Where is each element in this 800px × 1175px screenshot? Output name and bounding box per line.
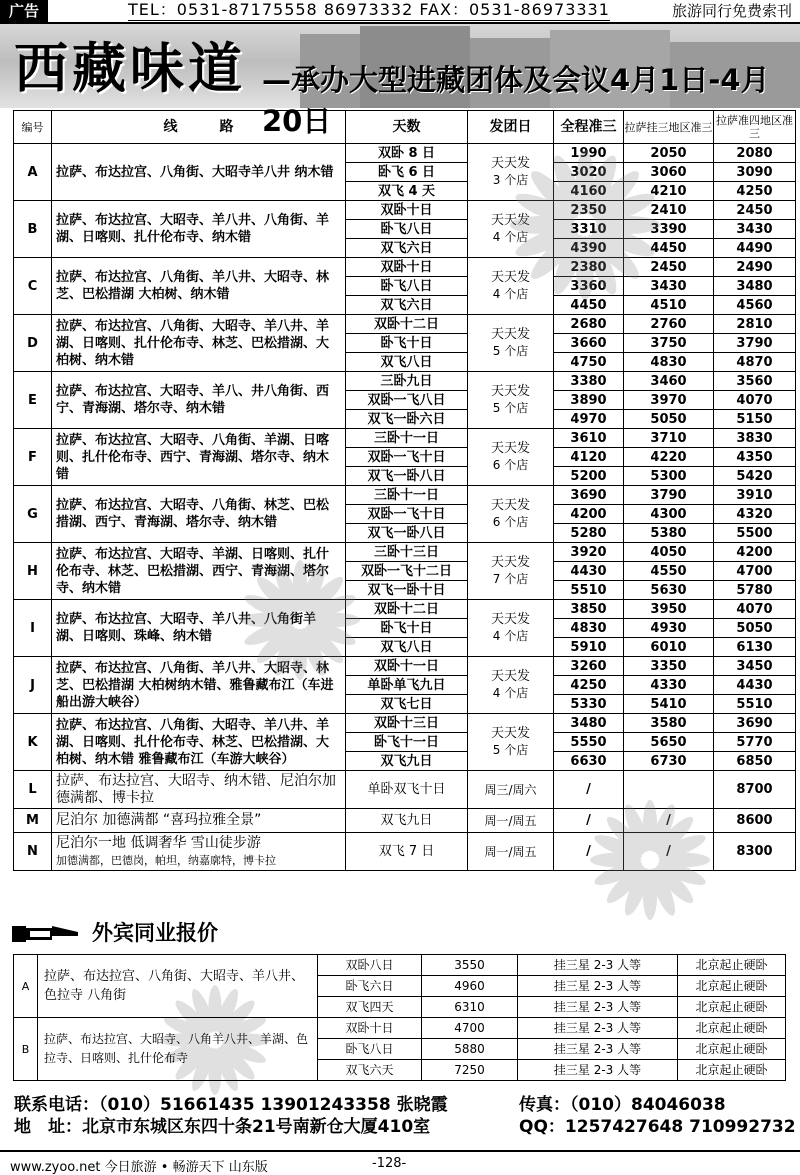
days-cell: 双卧十三日 xyxy=(346,714,468,733)
table-row xyxy=(14,809,796,833)
price-cell: 3970 xyxy=(624,391,714,410)
days-cell: 单卧双飞十日 xyxy=(346,771,468,809)
contact-block xyxy=(14,1094,794,1138)
departure-line: 天天发 xyxy=(490,327,530,342)
days-cell: 双卧十二日 xyxy=(346,600,468,619)
days-cell: 卧飞 6 日 xyxy=(346,163,468,182)
days-cell: 双飞八日 xyxy=(346,353,468,372)
ad-tag: 广告 xyxy=(0,0,48,22)
departure-cell xyxy=(468,315,554,372)
departure-line: 天天发 xyxy=(490,555,530,570)
route-description: 拉萨、布达拉宫、八角街、大昭寺、羊八井、羊湖、日喀则、扎什伦布寺、林芝、巴松措湖、大柏树、纳木错 xyxy=(52,315,346,372)
days-cell: 双卧十二日 xyxy=(346,315,468,334)
tel-fax-line: TEL：0531-87175558 86973332 FAX：0531-86973331 xyxy=(128,0,610,19)
price-cell: 3920 xyxy=(554,543,624,562)
route-code: K xyxy=(14,714,52,771)
header-price3: 拉萨准四地区准三 xyxy=(714,111,796,144)
price-cell: 4200 xyxy=(554,505,624,524)
fax-value: （010）84046038 xyxy=(570,1095,726,1115)
route-code: I xyxy=(14,600,52,657)
price-cell: 5780 xyxy=(714,581,796,600)
price-cell: 3060 xyxy=(624,163,714,182)
foreign-hotel: 挂三星 2-3 人等 xyxy=(518,976,678,997)
days-cell: 双飞 7 日 xyxy=(346,833,468,871)
price-cell: / xyxy=(624,809,714,833)
price-cell: 4250 xyxy=(714,182,796,201)
foreign-row xyxy=(14,955,786,976)
price-cell: 6850 xyxy=(714,752,796,771)
price-cell: 3750 xyxy=(624,334,714,353)
departure-line: 天天发 xyxy=(490,270,530,285)
price-cell: 5050 xyxy=(624,410,714,429)
price-cell: 5510 xyxy=(714,695,796,714)
route-description xyxy=(52,833,346,871)
qq-label: QQ： xyxy=(519,1117,565,1137)
foreign-days: 双飞四天 xyxy=(318,997,422,1018)
price-cell: 4350 xyxy=(714,448,796,467)
days-cell: 双飞六日 xyxy=(346,296,468,315)
days-cell: 双飞九日 xyxy=(346,809,468,833)
price-cell: 3450 xyxy=(714,657,796,676)
departure-line: 4 个店 xyxy=(492,629,529,643)
price-cell: 5410 xyxy=(624,695,714,714)
foreign-hotel: 挂三星 2-3 人等 xyxy=(518,1039,678,1060)
days-cell: 卧飞八日 xyxy=(346,277,468,296)
price-cell: 5630 xyxy=(624,581,714,600)
table-row xyxy=(14,714,796,733)
route-description: 拉萨、布达拉宫、八角街、羊八井、大昭寺、林芝、巴松措湖 大柏树纳木错、雅鲁藏布江（车进船出游大峡谷） xyxy=(52,657,346,714)
foreign-price: 3550 xyxy=(422,955,518,976)
price-cell: 8300 xyxy=(714,833,796,871)
price-cell: 3350 xyxy=(624,657,714,676)
foreign-code: A xyxy=(14,955,38,1018)
route-code: M xyxy=(14,809,52,833)
price-cell: 3380 xyxy=(554,372,624,391)
price-cell: / xyxy=(554,833,624,871)
price-cell: 3890 xyxy=(554,391,624,410)
qq-value: 1257427648 710992732 xyxy=(564,1117,796,1137)
price-cell: 4120 xyxy=(554,448,624,467)
price-cell: 6130 xyxy=(714,638,796,657)
departure-cell xyxy=(468,144,554,201)
price-cell: 4870 xyxy=(714,353,796,372)
foreign-transport: 北京起止硬卧 xyxy=(678,1039,786,1060)
days-cell: 单卧单飞九日 xyxy=(346,676,468,695)
days-cell: 双飞六日 xyxy=(346,239,468,258)
table-row xyxy=(14,657,796,676)
foreign-row xyxy=(14,1018,786,1039)
price-cell: 3310 xyxy=(554,220,624,239)
price-cell: 8600 xyxy=(714,809,796,833)
departure-cell xyxy=(468,429,554,486)
foreign-hotel: 挂三星 2-3 人等 xyxy=(518,1060,678,1081)
price-cell: 1990 xyxy=(554,144,624,163)
departure-line: 5 个店 xyxy=(492,401,529,415)
foreign-price: 5880 xyxy=(422,1039,518,1060)
table-row xyxy=(14,833,796,871)
route-code: E xyxy=(14,372,52,429)
foreign-hotel: 挂三星 2-3 人等 xyxy=(518,955,678,976)
price-cell: 4300 xyxy=(624,505,714,524)
days-cell: 双卧一飞八日 xyxy=(346,391,468,410)
header-code: 编号 xyxy=(14,111,52,144)
days-cell: 双卧一飞十二日 xyxy=(346,562,468,581)
price-cell: 4220 xyxy=(624,448,714,467)
days-cell: 双飞一卧六日 xyxy=(346,410,468,429)
price-cell: 2450 xyxy=(624,258,714,277)
route-description: 拉萨、布达拉宫、八角街、大昭寺羊八井 纳木错 xyxy=(52,144,346,201)
price-cell: 3560 xyxy=(714,372,796,391)
route-description: 拉萨、布达拉宫、大昭寺、羊湖、日喀则、扎什伦布寺、林芝、巴松措湖、西宁、青海湖、塔尔寺、纳木错 xyxy=(52,543,346,600)
price-cell: 4750 xyxy=(554,353,624,372)
price-cell: 4160 xyxy=(554,182,624,201)
departure-line: 天天发 xyxy=(490,156,530,171)
departure-cell xyxy=(468,201,554,258)
foreign-price: 6310 xyxy=(422,997,518,1018)
route-code: H xyxy=(14,543,52,600)
foreign-days: 双卧八日 xyxy=(318,955,422,976)
departure-line: 天天发 xyxy=(490,498,530,513)
price-cell: 5300 xyxy=(624,467,714,486)
foreign-transport: 北京起止硬卧 xyxy=(678,955,786,976)
phone-label: 联系电话： xyxy=(14,1095,99,1115)
price-cell: / xyxy=(624,833,714,871)
departure-line: 天天发 xyxy=(490,441,530,456)
price-cell: 3690 xyxy=(714,714,796,733)
table-row xyxy=(14,600,796,619)
price-cell: 4450 xyxy=(624,239,714,258)
price-cell: 4430 xyxy=(554,562,624,581)
departure-line: 3 个店 xyxy=(492,173,529,187)
hero-subtitle: —承办大型进藏团体及会议4月1日-4月20日 xyxy=(262,63,770,138)
price-cell: 3850 xyxy=(554,600,624,619)
table-row xyxy=(14,771,796,809)
departure-cell xyxy=(468,486,554,543)
price-cell: 3690 xyxy=(554,486,624,505)
route-text: 尼泊尔一地 低调奢华 雪山徒步游 xyxy=(56,834,261,851)
phone-value: （010）51661435 13901243358 张晓霞 xyxy=(99,1095,448,1115)
departure-cell: 周三/周六 xyxy=(468,771,554,809)
route-code: B xyxy=(14,201,52,258)
price-cell: / xyxy=(554,771,624,809)
price-cell: 3430 xyxy=(624,277,714,296)
price-cell: 4200 xyxy=(714,543,796,562)
price-cell: 2410 xyxy=(624,201,714,220)
price-cell: 4930 xyxy=(624,619,714,638)
price-cell: 2760 xyxy=(624,315,714,334)
days-cell: 双卧十日 xyxy=(346,201,468,220)
price-cell: 2350 xyxy=(554,201,624,220)
pointing-hand-icon xyxy=(12,924,82,944)
route-description: 拉萨、布达拉宫、大昭寺、八角街、林芝、巴松措湖、西宁、青海湖、塔尔寺、纳木错 xyxy=(52,486,346,543)
price-cell: 5910 xyxy=(554,638,624,657)
departure-line: 6 个店 xyxy=(492,515,529,529)
foreign-route: 拉萨、布达拉宫、八角街、大昭寺、羊八井、色拉寺 八角街 xyxy=(38,955,318,1018)
route-description xyxy=(52,771,346,809)
price-cell: 2450 xyxy=(714,201,796,220)
price-cell: 3580 xyxy=(624,714,714,733)
price-cell: 4560 xyxy=(714,296,796,315)
price-cell: 5420 xyxy=(714,467,796,486)
route-code: F xyxy=(14,429,52,486)
route-description: 拉萨、布达拉宫、大昭寺、羊八井、八角街羊湖、日喀则、珠峰、纳木错 xyxy=(52,600,346,657)
fax-label: 传真： xyxy=(519,1095,570,1115)
departure-line: 天天发 xyxy=(490,726,530,741)
price-cell: 3830 xyxy=(714,429,796,448)
foreign-price: 7250 xyxy=(422,1060,518,1081)
route-text: 尼泊尔 加德满都 “喜玛拉雅全景” xyxy=(56,812,262,828)
price-cell: 5380 xyxy=(624,524,714,543)
departure-line: 7 个店 xyxy=(492,572,529,586)
departure-line: 6 个店 xyxy=(492,458,529,472)
days-cell: 双飞七日 xyxy=(346,695,468,714)
departure-line: 4 个店 xyxy=(492,230,529,244)
route-description: 拉萨、布达拉宫、大昭寺、羊八井、八角街、羊湖、日喀则、扎什伦布寺、纳木错 xyxy=(52,201,346,258)
route-code: L xyxy=(14,771,52,809)
header-route: 线 路 xyxy=(52,111,346,144)
days-cell: 双飞一卧八日 xyxy=(346,467,468,486)
foreign-transport: 北京起止硬卧 xyxy=(678,1018,786,1039)
price-cell: 5200 xyxy=(554,467,624,486)
price-cell: 3710 xyxy=(624,429,714,448)
days-cell: 卧飞八日 xyxy=(346,220,468,239)
table-row xyxy=(14,201,796,220)
route-description: 拉萨、布达拉宫、大昭寺、八角街、羊湖、日喀则、扎什伦布寺、西宁、青海湖、塔尔寺、纳木错 xyxy=(52,429,346,486)
days-cell: 三卧十一日 xyxy=(346,429,468,448)
days-cell: 三卧十三日 xyxy=(346,543,468,562)
price-cell: 5050 xyxy=(714,619,796,638)
table-header-row xyxy=(14,111,796,144)
hero-title: 西藏味道 xyxy=(14,36,246,100)
price-cell: 5500 xyxy=(714,524,796,543)
days-cell: 三卧九日 xyxy=(346,372,468,391)
table-row xyxy=(14,258,796,277)
departure-cell xyxy=(468,372,554,429)
price-cell: 2080 xyxy=(714,144,796,163)
route-description: 拉萨、布达拉宫、大昭寺、羊八、井八角街、西宁、青海湖、塔尔寺、纳木错 xyxy=(52,372,346,429)
price-cell: 4390 xyxy=(554,239,624,258)
price-cell: 2680 xyxy=(554,315,624,334)
header-departure: 发团日 xyxy=(468,111,554,144)
price-cell: 4490 xyxy=(714,239,796,258)
departure-line: 天天发 xyxy=(490,669,530,684)
price-cell: 3610 xyxy=(554,429,624,448)
departure-cell: 周一/周五 xyxy=(468,809,554,833)
days-cell: 双飞 4 天 xyxy=(346,182,468,201)
days-cell: 卧飞十日 xyxy=(346,334,468,353)
departure-cell xyxy=(468,543,554,600)
foreign-transport: 北京起止硬卧 xyxy=(678,997,786,1018)
foreign-price-table xyxy=(13,954,786,1081)
departure-cell xyxy=(468,657,554,714)
foreign-hotel: 挂三星 2-3 人等 xyxy=(518,997,678,1018)
price-cell: 3790 xyxy=(714,334,796,353)
route-description: 拉萨、布达拉宫、八角街、大昭寺、羊八井、羊湖、日喀则、扎什伦布寺、林芝、巴松措湖、大柏树、纳木错 雅鲁藏布江（车游大峡谷） xyxy=(52,714,346,771)
price-cell: 5650 xyxy=(624,733,714,752)
price-cell: 6630 xyxy=(554,752,624,771)
price-cell: 3660 xyxy=(554,334,624,353)
price-cell: 3090 xyxy=(714,163,796,182)
price-cell: 3390 xyxy=(624,220,714,239)
table-row xyxy=(14,429,796,448)
price-cell: 4970 xyxy=(554,410,624,429)
price-cell: 4330 xyxy=(624,676,714,695)
foreign-transport: 北京起止硬卧 xyxy=(678,976,786,997)
days-cell: 卧飞十日 xyxy=(346,619,468,638)
free-catalog-text: 旅游同行免费索刊 xyxy=(671,2,792,20)
days-cell: 双飞九日 xyxy=(346,752,468,771)
address-label: 地 址： xyxy=(14,1117,82,1137)
days-cell: 双飞一卧八日 xyxy=(346,524,468,543)
departure-line: 5 个店 xyxy=(492,344,529,358)
price-cell: 3790 xyxy=(624,486,714,505)
foreign-days: 双卧十日 xyxy=(318,1018,422,1039)
departure-cell xyxy=(468,714,554,771)
table-row xyxy=(14,372,796,391)
departure-line: 天天发 xyxy=(490,213,530,228)
price-cell: 6010 xyxy=(624,638,714,657)
price-cell: 5330 xyxy=(554,695,624,714)
foreign-days: 卧飞八日 xyxy=(318,1039,422,1060)
route-code: J xyxy=(14,657,52,714)
days-cell: 双卧一飞十日 xyxy=(346,448,468,467)
price-cell: 3480 xyxy=(714,277,796,296)
foreign-title-text: 外宾同业报价 xyxy=(92,921,218,945)
table-row xyxy=(14,315,796,334)
address-value: 北京市东城区东四十条21号南新仓大厦410室 xyxy=(82,1117,431,1137)
price-cell: 3430 xyxy=(714,220,796,239)
price-cell: 4250 xyxy=(554,676,624,695)
route-price-table xyxy=(13,110,796,871)
foreign-route: 拉萨、布达拉宫、大昭寺、八角羊八井、羊湖、色拉寺、日喀则、扎什伦布寺 xyxy=(38,1018,318,1081)
foreign-price: 4700 xyxy=(422,1018,518,1039)
price-cell: 4510 xyxy=(624,296,714,315)
departure-cell: 周一/周五 xyxy=(468,833,554,871)
price-cell xyxy=(624,771,714,809)
price-cell: 4070 xyxy=(714,391,796,410)
price-cell: 5550 xyxy=(554,733,624,752)
days-cell: 双飞八日 xyxy=(346,638,468,657)
foreign-days: 双飞六天 xyxy=(318,1060,422,1081)
route-subtext: 加德满都，巴德岗，帕坦，纳嘉廓特，博卡拉 xyxy=(56,853,276,867)
table-row xyxy=(14,144,796,163)
route-code: G xyxy=(14,486,52,543)
departure-line: 4 个店 xyxy=(492,686,529,700)
price-cell: 3950 xyxy=(624,600,714,619)
departure-cell xyxy=(468,258,554,315)
route-code: D xyxy=(14,315,52,372)
price-cell: 2810 xyxy=(714,315,796,334)
top-bar xyxy=(0,0,800,24)
route-description xyxy=(52,809,346,833)
price-cell: 4320 xyxy=(714,505,796,524)
days-cell: 双卧十一日 xyxy=(346,657,468,676)
days-cell: 双卧 8 日 xyxy=(346,144,468,163)
bottom-bar xyxy=(0,1150,800,1174)
departure-line: 天天发 xyxy=(490,384,530,399)
price-cell: 5770 xyxy=(714,733,796,752)
price-cell: 2050 xyxy=(624,144,714,163)
page-number: -128- xyxy=(372,1156,407,1171)
price-cell: 3910 xyxy=(714,486,796,505)
route-code: N xyxy=(14,833,52,871)
route-text: 拉萨、布达拉宫、大昭寺、纳木错、尼泊尔加德满都、博卡拉 xyxy=(56,772,336,806)
table-row xyxy=(14,486,796,505)
route-code: C xyxy=(14,258,52,315)
price-cell: 4550 xyxy=(624,562,714,581)
header-full: 全程准三 xyxy=(554,111,624,144)
departure-cell xyxy=(468,600,554,657)
price-cell: 2490 xyxy=(714,258,796,277)
header-price2: 拉萨挂三地区准三 xyxy=(624,111,714,144)
foreign-hotel: 挂三星 2-3 人等 xyxy=(518,1018,678,1039)
departure-line: 5 个店 xyxy=(492,743,529,757)
price-cell: 3260 xyxy=(554,657,624,676)
foreign-price: 4960 xyxy=(422,976,518,997)
days-cell: 双飞一卧十日 xyxy=(346,581,468,600)
price-cell: 5280 xyxy=(554,524,624,543)
foreign-days: 卧飞六日 xyxy=(318,976,422,997)
price-cell: 4450 xyxy=(554,296,624,315)
price-cell: 4210 xyxy=(624,182,714,201)
price-cell: / xyxy=(554,809,624,833)
price-cell: 4430 xyxy=(714,676,796,695)
price-cell: 8700 xyxy=(714,771,796,809)
price-cell: 6730 xyxy=(624,752,714,771)
price-cell: 3360 xyxy=(554,277,624,296)
days-cell: 双卧一飞十日 xyxy=(346,505,468,524)
foreign-code: B xyxy=(14,1018,38,1081)
route-code: A xyxy=(14,144,52,201)
price-cell: 3020 xyxy=(554,163,624,182)
price-cell: 5150 xyxy=(714,410,796,429)
route-description: 拉萨、布达拉宫、八角街、羊八井、大昭寺、林芝、巴松措湖 大柏树、纳木错 xyxy=(52,258,346,315)
price-cell: 4830 xyxy=(554,619,624,638)
price-cell: 4070 xyxy=(714,600,796,619)
price-cell: 3480 xyxy=(554,714,624,733)
price-cell: 4050 xyxy=(624,543,714,562)
price-cell: 2380 xyxy=(554,258,624,277)
departure-line: 天天发 xyxy=(490,612,530,627)
days-cell: 双卧十日 xyxy=(346,258,468,277)
header-days: 天数 xyxy=(346,111,468,144)
foreign-transport: 北京起止硬卧 xyxy=(678,1060,786,1081)
price-cell: 3460 xyxy=(624,372,714,391)
days-cell: 卧飞十一日 xyxy=(346,733,468,752)
website-text: www.zyoo.net 今日旅游 • 畅游天下 山东版 xyxy=(10,1160,268,1175)
table-row xyxy=(14,543,796,562)
price-cell: 4700 xyxy=(714,562,796,581)
price-cell: 5510 xyxy=(554,581,624,600)
days-cell: 三卧十一日 xyxy=(346,486,468,505)
departure-line: 4 个店 xyxy=(492,287,529,301)
price-cell: 4830 xyxy=(624,353,714,372)
